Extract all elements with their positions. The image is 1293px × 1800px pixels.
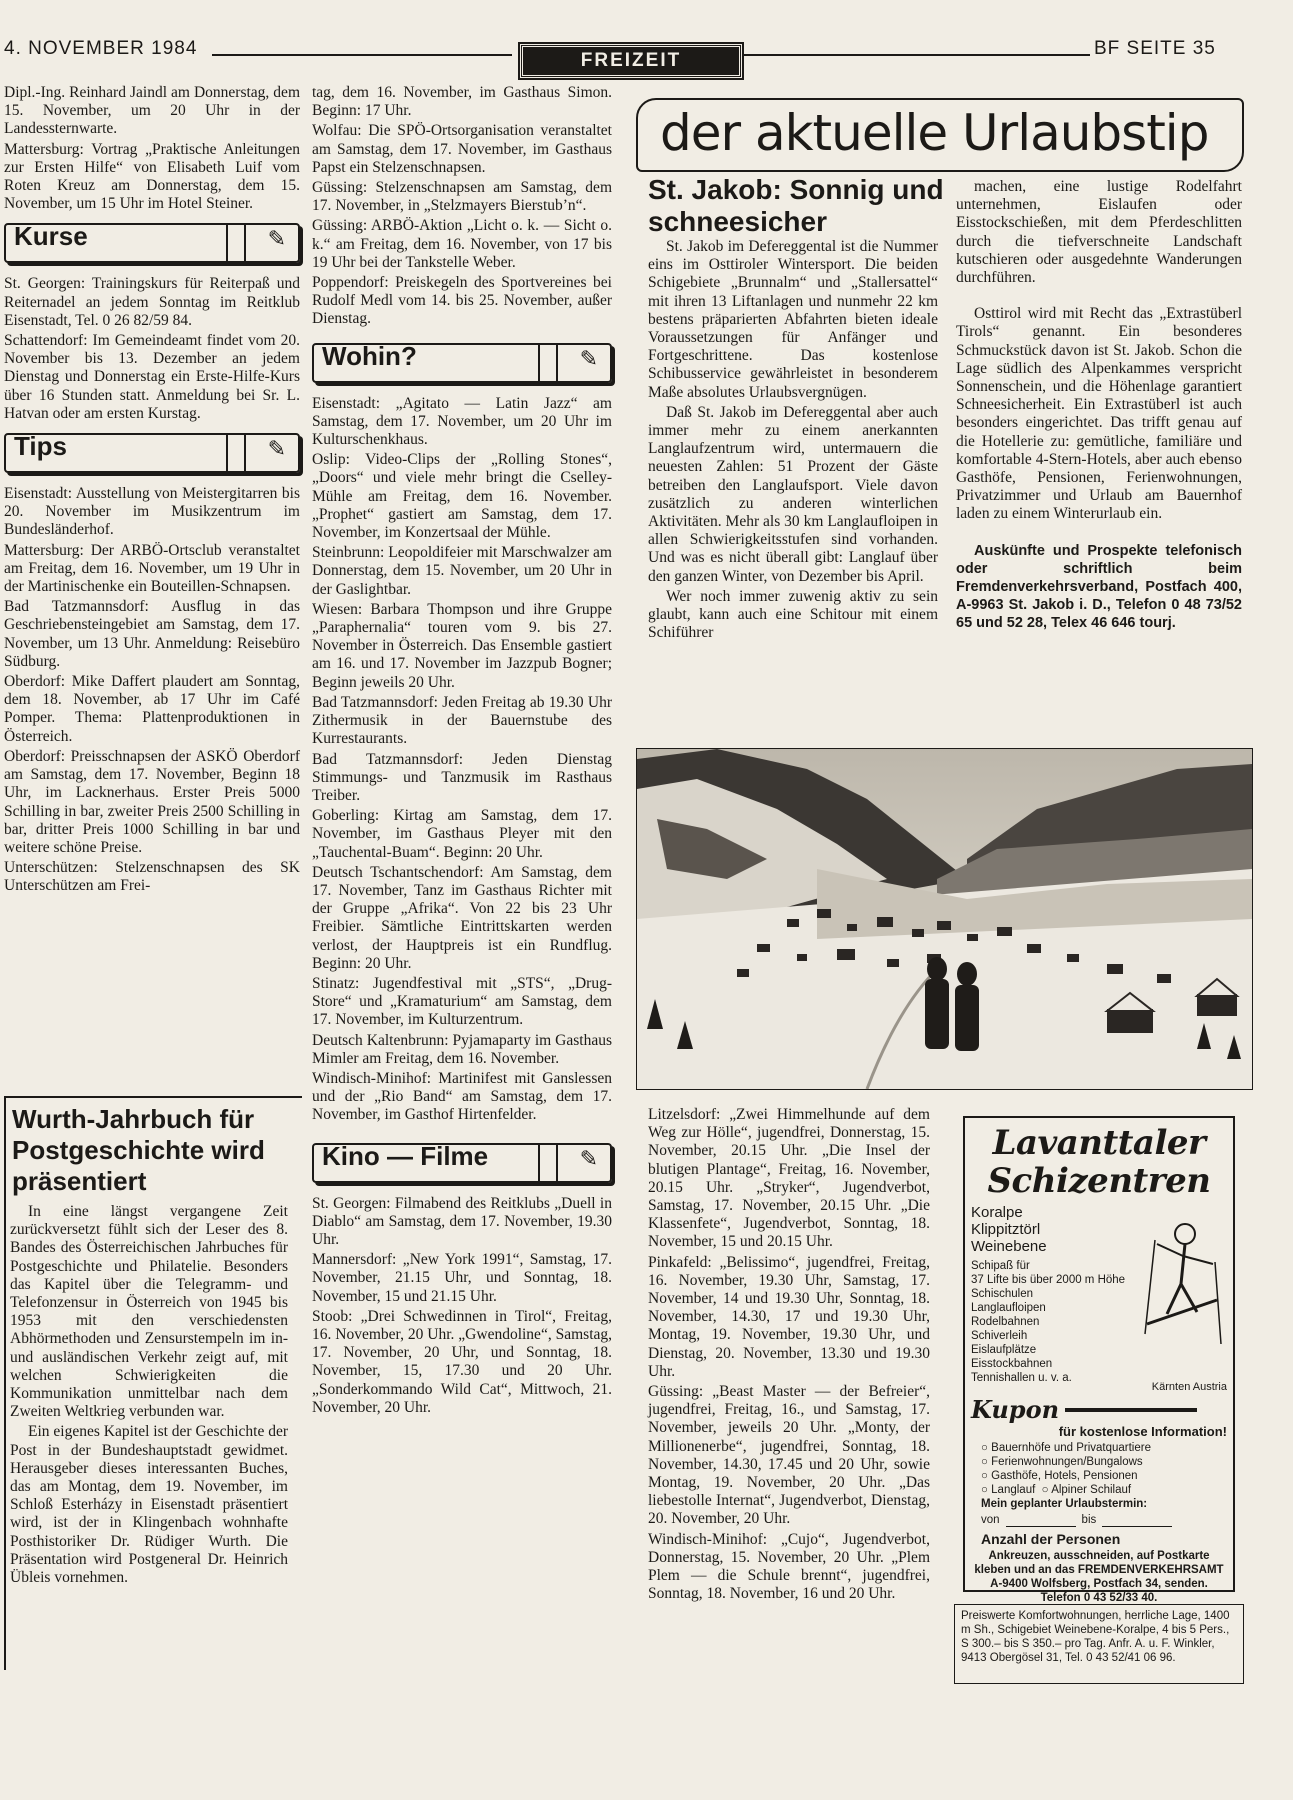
- column-3: [648, 1106, 930, 1605]
- col1-intro: Dipl.-Ing. Reinhard Jaindl am Donnerstag, dem 15. November, um 20 Uhr in der Landessternwarte.: [4, 84, 300, 138]
- place-weinebene: Weinebene: [971, 1238, 1047, 1255]
- list-item: Oberdorf: Mike Daffert plaudert am Sonntag, dem 18. November, ab 17 Uhr im Café Pomper. Thema: Plattenproduktionen in Österreich.: [4, 673, 300, 745]
- ski-village-photo: [636, 748, 1253, 1090]
- von-field[interactable]: [1006, 1513, 1076, 1527]
- wurth-headline: Wurth-Jahrbuch für Postgeschichte wird präsentiert: [12, 1104, 265, 1196]
- list-item: Bad Tatzmannsdorf: Ausflug in das Geschriebensteingebiet am Samstag, dem 17. November, um 13 Uhr. Anmeldung: Reisebüro Südburg.: [4, 598, 300, 670]
- list-item: Windisch-Minihof: Martinifest mit Ganslessen und der „Rio Band“ am Samstag, dem 17. November, im Gasthof Hirtenfelder.: [312, 1069, 612, 1124]
- list-item: Bad Tatzmannsdorf: Jeden Dienstag Stimmungs- und Tanzmusik im Rasthaus Treiber.: [312, 750, 612, 804]
- list-item: Poppendorf: Preiskegeln des Sportvereines bei Rudolf Medl vom 14. bis 25. November, außer Dienstag.: [312, 274, 612, 328]
- list-item: Oberdorf: Preisschnapsen der ASKÖ Oberdorf am Samstag, dem 17. November, Beginn 18 Uhr, im Lacknerhaus. Erster Preis 5000 Schilling in bar, zweiter Preis 2500 Schilling in bar, dritter Preis 1000 Schilling in bar und weitere schöne Preise.: [4, 747, 300, 856]
- list-item: Stoob: „Drei Schwedinnen in Tirol“, Freitag, 16. November, 20 Uhr. „Gwendoline“, Samstag, 17. November, 20 Uhr, und Sonntag, 18. November, 15, 17.30 und 20 Uhr. „Sonderkommando Wild Cat“, Mittwoch, 21. November, 20 Uhr.: [312, 1307, 612, 1416]
- ad-line: Eisstockbahnen: [971, 1358, 1053, 1370]
- lavanttaler-ad: [963, 1116, 1235, 1604]
- mountain-village-image: [637, 749, 1252, 1089]
- coupon-option[interactable]: ○ Gasthöfe, Hotels, Pensionen: [981, 1470, 1138, 1482]
- ad-line: Tennishallen u. v. a.: [971, 1372, 1072, 1384]
- section-tips-title: Tips: [14, 431, 67, 462]
- section-marker: [538, 345, 558, 381]
- classified-ad-text: Preiswerte Komfortwohnungen, herrliche Lage, 1400 m Sh., Schigebiet Weinebene-Koralpe, 4 bis 5 Pers., S 300.– bis S 350.– pro Tag. Anfr. A. u. F. Winkler, 9413 Obergösel 31, Tel. 0 43 52/41 06 96.: [961, 1610, 1230, 1664]
- list-item: Goberling: Kirtag am Samstag, dem 17. November, im Gasthaus Pleyer mit den „Tauchental-Buam“. Beginn: 20 Uhr.: [312, 807, 612, 861]
- col1-intro2: Mattersburg: Vortrag „Praktische Anleitungen zur Ersten Hilfe“ von Elisabeth Luif vom Roten Kreuz am Donnerstag, dem 15. November, um 15 Uhr im Hotel Steiner.: [4, 140, 300, 213]
- ad-line: 37 Lifte bis über 2000 m Höhe: [971, 1274, 1126, 1286]
- urlaubstip-paragraph: machen, eine lustige Rodelfahrt unternehmen, Eislaufen oder Eisstockschießen, mit dem Pferdeschlitten durch die tiefverschneite Landschaft kutschieren oder ausgedehnte Wanderungen durchführen.: [956, 178, 1242, 287]
- section-wohin: [312, 340, 612, 383]
- coupon-footer: Ankreuzen, ausschneiden, auf Postkarte kleben und an das FREMDENVERKEHRSAMT A-9400 Wolfsberg, Postfach 34, senden. Telefon 0 43 52/33 40.: [974, 1550, 1224, 1604]
- coupon-option[interactable]: ○ Langlauf ○ Alpiner Schilauf: [981, 1484, 1132, 1496]
- header-rule-right: [744, 54, 1090, 56]
- urlaubstip-paragraph: Daß St. Jakob im Defereggental aber auch immer mehr zu einem anerkannten Langlaufzentrum wird, untermauern die neuesten Zahlen: 51 Prozent der Gäste betreiben den Langlaufsport. Viele davon zusätzlich zu anderen winterlichen Aktivitäten. Mehr als 30 km Langlaufloipen in allen Schwierigkeitsstufen sind vorhanden. Und was es nicht überall gibt: Langlauf über den ganzen Winter, von Dezember bis April.: [648, 403, 938, 585]
- list-item: Eisenstadt: „Agitato — Latin Jazz“ am Samstag, dem 17. November, um 20 Uhr im Kulturschenkhaus.: [312, 394, 612, 449]
- urlaubstip-headline: St. Jakob: Sonnig und schneesicher: [648, 174, 944, 237]
- lavanttaler-title-line-2: Schizentren: [987, 1161, 1211, 1201]
- ad-line: Schiverleih: [971, 1330, 1028, 1342]
- list-item: Mannersdorf: „New York 1991“, Samstag, 17. November, 21.15 Uhr, und Sonntag, 18. November, 15 und 21.15 Uhr.: [312, 1251, 612, 1305]
- section-marker: [226, 435, 246, 471]
- classified-ad: [954, 1604, 1244, 1684]
- column-1: [4, 84, 300, 898]
- kupon-title: Kupon: [971, 1395, 1060, 1424]
- list-item: Deutsch Tschantschendorf: Am Samstag, dem 17. November, Tanz im Gasthaus Richter mit der Gruppe „Afrika“. Von 22 bis 23 Uhr Freibier. Sämtliche Eintrittskarten werden verlost, der Hauptpreis ist ein Rundflug. Beginn: 20 Uhr.: [312, 863, 612, 972]
- list-item: Güssing: „Beast Master — der Befreier“, jugendfrei, Freitag, 16., und Samstag, 17. November, jeweils 20 Uhr. „Monty, der Millionenerbe“, jugendfrei, Sonntag, 18. November, 14.30, 17.45 und 20 Uhr, sowie Montag, 19. November, 20 Uhr. „Das liebestolle Internat“, Jugendverbot, Dienstag, 20. November, 20 Uhr.: [648, 1383, 930, 1528]
- list-item: Litzelsdorf: „Zwei Himmelhunde auf dem Weg zur Hölle“, jugendfrei, Donnerstag, 15. November, 20.15 Uhr. „Die Insel der blutigen Plantage“, Freitag, 16. November, 20.15 Uhr. „Stryker“, Jugendverbot, Samstag, 17. November, 20.15 Uhr. „Die Klassenfete“, Jugendverbot, Sonntag, 18. November, 15 und 20.15 Uhr.: [648, 1106, 930, 1251]
- coupon-option[interactable]: ○ Ferienwohnungen/Bungalows: [981, 1456, 1143, 1468]
- bis-field[interactable]: [1102, 1513, 1172, 1527]
- kupon-subtitle: für kostenlose Information!: [1058, 1424, 1227, 1439]
- ad-line: Schipaß für: [971, 1260, 1030, 1272]
- urlaubstip-paragraph: Osttirol wird mit Recht das „Extrastüberl Tirols“ genannt. Ein besonderes Schmuckstück davon ist St. Jakob. Schon die Lage südlich des Alpenkammes verspricht Sonnenschein, und die Höhenlage garantiert Schneesicherheit. Ein Extrastüberl ist auch besonders eingerichtet. Das trifft genau auf die Hotellerie zu: gemütliche, familiäre und komfortable 4-Stern-Hotels, aber auch ebenso Gasthöfe, Pensionen, Ferienwohnungen, Privatzimmer und Urlaub am Bauernhof laden zu einem Winterurlaub ein.: [956, 305, 1242, 523]
- section-banner: FREIZEIT: [520, 44, 742, 78]
- urlaubstip-column-b: [956, 178, 1242, 635]
- column-2: [312, 84, 612, 1419]
- list-item: Pinkafeld: „Belissimo“, jugendfrei, Freitag, 16. November, 19.30 Uhr, Samstag, 17. November, 14 und 19.30 Uhr, Sonntag, 18. November, 14.30, 17 und 19.30 Uhr, Montag, 19. November, 19.30 Uhr, und Dienstag, 20. November, 13.30 und 19.30 Uhr.: [648, 1253, 930, 1380]
- skier-illustration: [1137, 1204, 1227, 1385]
- section-kurse-title: Kurse: [14, 221, 88, 252]
- pen-icon: ✎: [267, 227, 286, 253]
- bis-label: bis: [1081, 1514, 1097, 1526]
- wurth-paragraph-2: Ein eigenes Kapitel ist der Geschichte der Post in der Bundeshauptstadt gewidmet. Herausgeber dieses interessanten Buches, das am Montag, dem 19. November, im Schloß Esterházy in Eisenstadt präsentiert wird, ist der in Klingenbach wohnhafte Posthistoriker Dr. Rüdiger Wurth. Die Präsentation wird Postgeneral Dr. Heinrich Übleis vornehmen.: [10, 1423, 288, 1587]
- section-tips: [4, 433, 300, 473]
- header-page: BF SEITE 35: [1094, 38, 1216, 59]
- list-item: tag, dem 16. November, im Gasthaus Simon. Beginn: 17 Uhr.: [312, 84, 612, 120]
- list-item: Wolfau: Die SPÖ-Ortsorganisation veranstaltet am Samstag, dem 17. November, im Gasthaus Papst ein Stelzenschnapsen.: [312, 122, 612, 176]
- urlaubstip-title: der aktuelle Urlaubstip: [660, 104, 1209, 162]
- list-item: St. Georgen: Trainingskurs für Reiterpaß und Reiternadel an jedem Sonntag im Reitklub Eisenstadt, Tel. 0 26 82/59 84.: [4, 275, 300, 329]
- list-item: Schattendorf: Im Gemeindeamt findet vom 20. November bis 13. Dezember an jedem Dienstag und Donnerstag ein Erste-Hilfe-Kurs über 16 Stunden statt. Anmeldung bei Sr. L. Hatvan oder am ersten Kurstag.: [4, 332, 300, 422]
- ad-line: Langlaufloipen: [971, 1302, 1046, 1314]
- list-item: Stinatz: Jugendfestival mit „STS“, „Drug-Store“ und „Kramaturium“ am Samstag, dem 17. November, im Kulturzentrum.: [312, 974, 612, 1029]
- section-marker: [538, 1145, 558, 1181]
- section-marker: [226, 225, 246, 261]
- place-koralpe: Koralpe: [971, 1204, 1023, 1221]
- urlaubstip-column-a: [648, 238, 938, 644]
- anzahl-label: Anzahl der Personen: [981, 1531, 1121, 1547]
- urlaubstip-contact: Auskünfte und Prospekte telefonisch oder schriftlich beim Fremdenverkehrsverband, Postfach 400, A-9963 St. Jakob i. D., Telefon 0 48 73/52 65 und 52 28, Telex 46 646 tourj.: [956, 542, 1242, 632]
- wurth-paragraph-1: In eine längst vergangene Zeit zurückversetzt fühlt sich der Leser des 8. Bandes des Österreichischen Jahrbuches für Postgeschichte und Philatelie. Besonders das Kapitel über die Telegramm- und Telefonzensur in Österreich von 1945 bis 1953 mit den verschiedensten Abhörmethoden und Zensurstempeln im in- und ausländischen Verkehr zeigt auf, mit welchen Schwierigkeiten die Kommunikation unmittelbar nach dem Zweiten Weltkrieg verbunden war.: [10, 1203, 288, 1421]
- list-item: Steinbrunn: Leopoldifeier mit Marschwalzer am Donnerstag, dem 15. November, um 20 Uhr in der Gaslightbar.: [312, 544, 612, 598]
- pen-icon: ✎: [579, 346, 598, 372]
- list-item: Wiesen: Barbara Thompson und ihre Gruppe „Paraphernalia“ touren vom 9. bis 27. November in Österreich. Das Ensemble gastiert am 16. und 17. November im Jazzpub Bogner; Beginn jeweils 20 Uhr.: [312, 600, 612, 691]
- von-label: von: [981, 1514, 1000, 1526]
- ad-line: Eislaufplätze: [971, 1344, 1037, 1356]
- list-item: Bad Tatzmannsdorf: Jeden Freitag ab 19.30 Uhr Zithermusik in der Bauernstube des Kurrestaurants.: [312, 693, 612, 748]
- list-item: Güssing: ARBÖ-Aktion „Licht o. k. — Sicht o. k.“ am Freitag, dem 16. November, von 17 bis 19 Uhr bei der Tankstelle Weber.: [312, 217, 612, 271]
- wurth-article: [4, 1096, 302, 1670]
- list-item: Mattersburg: Der ARBÖ-Ortsclub veranstaltet am Freitag, dem 16. November, um 19 Uhr in der Martinischenke ein Bouteillen-Schnapsen.: [4, 541, 300, 596]
- place-klippitztoerl: Klippitztörl: [971, 1221, 1041, 1238]
- list-item: Güssing: Stelzenschnapsen am Samstag, dem 17. November, in „Stelzmayers Bierstub’n“.: [312, 179, 612, 215]
- section-wohin-title: Wohin?: [322, 340, 417, 371]
- section-kino-title: Kino — Filme: [322, 1140, 489, 1171]
- list-item: Windisch-Minihof: „Cujo“, Jugendverbot, Donnerstag, 15. November, 20 Uhr. „Plem Plem — die Schule brennt“, jugendfrei, Sonntag, 18. November, 16 und 20 Uhr.: [648, 1530, 930, 1603]
- pen-icon: ✎: [267, 437, 286, 463]
- brand-label: Kärnten Austria: [1151, 1381, 1227, 1393]
- pen-icon: ✎: [579, 1146, 598, 1172]
- urlaubstip-paragraph: St. Jakob im Defereggental ist die Nummer eins im Osttiroler Wintersport. Die beiden Schigebiete „Brunnalm“ und „Stallersattel“ mit ihren 13 Liftanlagen und nunmehr 22 km bestens präparierten Abfahrten bieten ideale Voraussetzungen für Anfänger und Fortgeschrittene. Das kostenlose Schibusservice gewährleistet in besonderem Maße absolutes Urlaubsvergnügen.: [648, 238, 938, 401]
- termin-label: Mein geplanter Urlaubstermin:: [981, 1498, 1148, 1510]
- list-item: Deutsch Kaltenbrunn: Pyjamaparty im Gasthaus Mimler am Freitag, dem 16. November.: [312, 1031, 612, 1067]
- coupon-option[interactable]: ○ Bauernhöfe und Privatquartiere: [981, 1442, 1151, 1454]
- lavanttaler-title-line-1: Lavanttaler: [992, 1123, 1206, 1163]
- list-item: Oslip: Video-Clips der „Rolling Stones“, „Doors“ und viele mehr bringt die Cselley-Mühle am Freitag, dem 16. November. „Prophet“ gastiert am Samstag, dem 17. November, im Konzertsaal der Mühle.: [312, 451, 612, 542]
- section-kino: [312, 1140, 612, 1183]
- ad-line: Schischulen: [971, 1288, 1034, 1300]
- header-date: 4. NOVEMBER 1984: [4, 38, 198, 59]
- ad-line: Rodelbahnen: [971, 1316, 1040, 1328]
- urlaubstip-paragraph: Wer noch immer zuwenig aktiv zu sein glaubt, kann auch eine Schitour mit einem Schiführer: [648, 587, 938, 642]
- list-item: Unterschützen: Stelzenschnapsen des SK Unterschützen am Frei-: [4, 859, 300, 895]
- lavanttaler-title: [971, 1124, 1227, 1200]
- header-rule-left: [212, 54, 512, 56]
- section-kurse: [4, 223, 300, 263]
- list-item: St. Georgen: Filmabend des Reitklubs „Duell in Diablo“ am Samstag, dem 17. November, 19.30 Uhr.: [312, 1194, 612, 1248]
- list-item: Eisenstadt: Ausstellung von Meistergitarren bis 20. November im Musikzentrum im Bundesländerhof.: [4, 485, 300, 539]
